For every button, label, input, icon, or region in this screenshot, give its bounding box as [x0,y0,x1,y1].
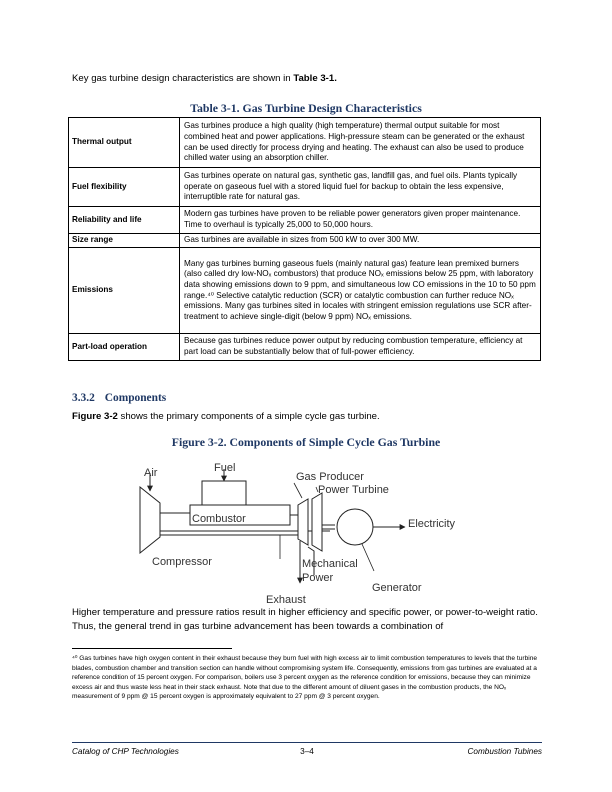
gas-turbine-diagram [130,455,470,605]
power-turbine-label: Power Turbine [318,484,389,496]
mechanical-label: Mechanical [302,558,358,570]
compressor-shape [140,487,160,553]
row-label: Size range [69,234,180,248]
gas-producer-leader [294,483,302,498]
table-row [69,248,541,334]
section-intro [72,411,380,422]
air-label: Air [144,467,158,479]
intro-text: Key gas turbine design characteristics are shown in [72,73,294,84]
row-label: Part-load operation [69,334,180,361]
gas-producer-turbine [298,499,308,545]
figure-ref: Figure 3-2 [72,411,118,422]
combustor-label: Combustor [192,513,246,525]
intro-sentence [72,73,337,84]
row-description: Many gas turbines burning gaseous fuels (mainly natural gas) feature lean premixed burners (also called dry low-NOₓ combustors) that produce NOₓ emissions below 25 ppm, with laboratory data showing emissions down to 9 ppm, and simultaneous low CO emissions in the 10 to 50 ppm range.⁴⁰ Selective catalytic reduction (SCR) or catalytic combustion can further reduce NOₓ emissions. Many gas turbines sited in locales with stringent emission regulations use SCR after-treatment to achieve single-digit (below 9 ppm) NOₓ emissions. [180,248,541,334]
figure-title: Figure 3-2. Components of Simple Cycle Gas Turbine [171,435,441,449]
row-label: Thermal output [69,118,180,168]
generator-shape [337,509,373,545]
footnote-divider [72,648,232,649]
compressor-label: Compressor [152,556,212,568]
intro-table-ref: Table 3-1. [293,73,337,84]
table-row [69,234,541,248]
electricity-label: Electricity [408,518,456,530]
section-heading [72,392,166,404]
row-label: Reliability and life [69,207,180,234]
generator-label: Generator [372,582,422,594]
table-row [69,168,541,207]
exhaust-label: Exhaust [266,594,306,605]
fuel-label: Fuel [214,462,236,474]
table-row [69,207,541,234]
table-title: Table 3-1. Gas Turbine Design Characteristics [190,101,422,115]
row-description: Gas turbines are available in sizes from 500 kW to over 300 MW. [180,234,541,248]
row-label: Fuel flexibility [69,168,180,207]
footnote-40: ⁴⁰ Gas turbines have high oxygen content in their exhaust because they burn fuel with high excess air to limit combustion temperatures to levels that the turbine blades, combustion chamber and transition section can handle without compromising system life. Consequently, emissions from gas turbines are evaluated at a reference condition of 15 percent oxygen. For comparison, boilers use 3 percent oxygen as the reference condition for emissions, because they can minimize excess air and thus waste less heat in their stack exhaust. Note that due to the different amount of diluent gases in the combustion products, the NOₓ measurement of 9 ppm @ 15 percent oxygen is approximately equivalent to 27 ppm @ 3 percent oxygen. [72,655,538,701]
table-row [69,334,541,361]
row-description: Because gas turbines reduce power output by reducing combustion temperature, efficiency at part load can be substantially below that of full-power efficiency. [180,334,541,361]
row-description: Gas turbines produce a high quality (high temperature) thermal output suitable for most combined heat and power applications. High-pressure steam can be generated or the exhaust can be used directly for process drying and heating. The exhaust can also be used to produce chilled water using an absorption chiller. [180,118,541,168]
power-turbine-shape [312,493,322,551]
fuel-box [202,481,246,505]
footer-right: Combustion Tubines [467,747,542,756]
row-description: Gas turbines operate on natural gas, synthetic gas, landfill gas, and fuel oils. Plants typically operate on gaseous fuel with a stored liquid fuel for backup to obtain the less expensive, interruptible rate for natural gas. [180,168,541,207]
table-row [69,118,541,168]
footer-page-number: 3–4 [300,747,314,756]
power-label: Power [302,572,334,584]
body-paragraph: Higher temperature and pressure ratios result in higher efficiency and specific power, or power-to-weight ratio. Thus, the general trend in gas turbine advancement has been towards a combination of [72,607,538,632]
row-description: Modern gas turbines have proven to be reliable power generators given proper maintenance. Time to overhaul is typically 25,000 to 50,000 hours. [180,207,541,234]
section-title: Components [104,392,167,404]
section-intro-text: shows the primary components of a simple cycle gas turbine. [117,411,380,422]
page-footer [72,742,542,756]
generator-leader [362,544,374,571]
footer-left: Catalog of CHP Technologies [72,747,179,756]
characteristics-table [68,117,541,361]
section-number: 3.3.2 [72,392,95,404]
gas-producer-label: Gas Producer [296,471,364,483]
row-label: Emissions [69,248,180,334]
